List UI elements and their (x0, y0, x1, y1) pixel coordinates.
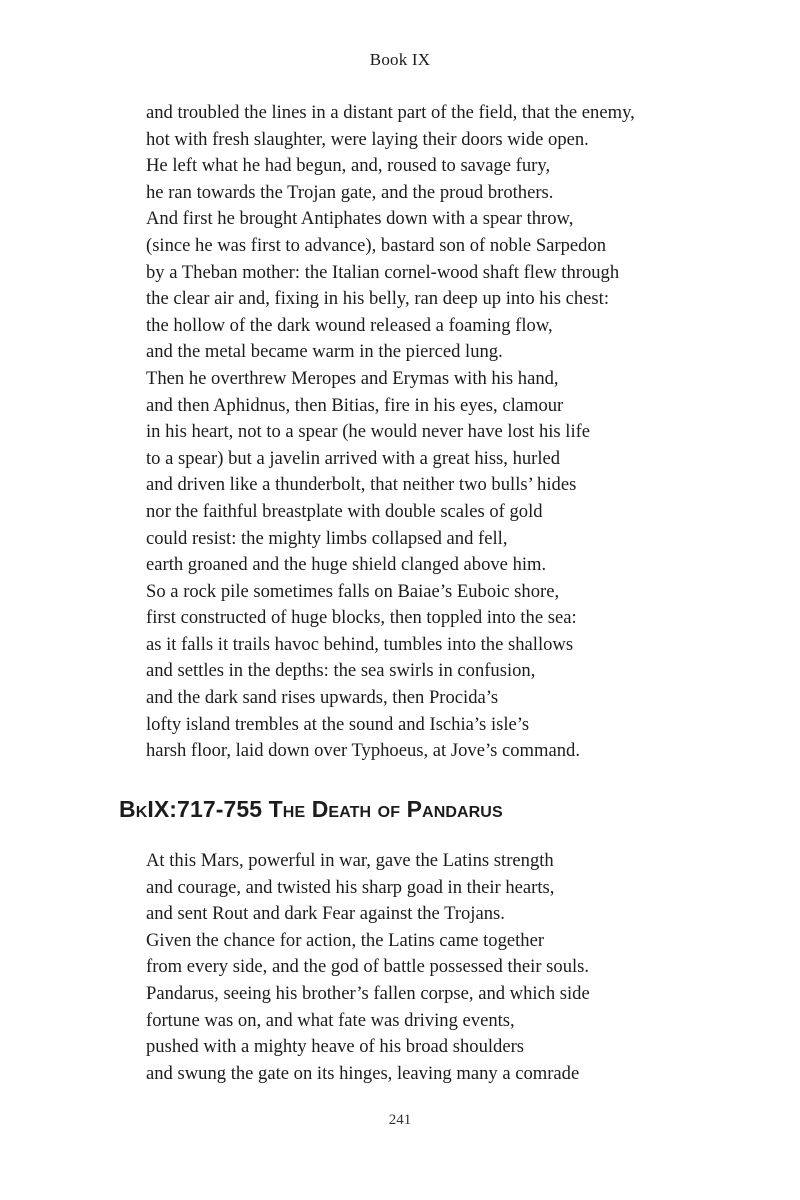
verse-line: and swung the gate on its hinges, leaving many a comrade (146, 1062, 580, 1084)
verse-line: earth groaned and the huge shield clanged above him. (146, 554, 547, 576)
verse-line: and the dark sand rises upwards, then Procida’s (146, 687, 499, 709)
verse-line: fortune was on, and what fate was driving events, (146, 1009, 515, 1031)
verse-line: And first he brought Antiphates down with a spear throw, (146, 208, 574, 230)
verse-line: and settles in the depths: the sea swirls in confusion, (146, 660, 536, 682)
verse-line: and sent Rout and dark Fear against the Trojans. (146, 903, 505, 925)
verse-line: the clear air and, fixing in his belly, ran deep up into his chest: (146, 288, 609, 310)
verse-line: the hollow of the dark wound released a foaming flow, (146, 314, 553, 336)
verse-line: harsh floor, laid down over Typhoeus, at Jove’s command. (146, 740, 580, 762)
verse-line: pushed with a mighty heave of his broad shoulders (146, 1036, 525, 1058)
verse-line: from every side, and the god of battle possessed their souls. (146, 956, 590, 978)
verse-line: nor the faithful breastplate with double scales of gold (146, 500, 543, 522)
verse-line: He left what he had begun, and, roused to savage fury, (146, 155, 551, 177)
verse-line: to a spear) but a javelin arrived with a great hiss, hurled (146, 447, 561, 469)
verse-passage-one (146, 100, 746, 765)
verse-line: lofty island trembles at the sound and Ischia’s isle’s (146, 713, 530, 735)
verse-line: hot with fresh slaughter, were laying their doors wide open. (146, 128, 589, 150)
verse-line: first constructed of huge blocks, then toppled into the sea: (146, 607, 577, 629)
verse-line: by a Theban mother: the Italian cornel-wood shaft flew through (146, 261, 620, 283)
page-number: 241 (388, 1112, 412, 1128)
verse-line: and then Aphidnus, then Bitias, fire in his eyes, clamour (146, 394, 564, 416)
verse-passage-two (146, 848, 746, 1087)
verse-line: So a rock pile sometimes falls on Baiae’s Euboic shore, (146, 580, 560, 602)
verse-line: he ran towards the Trojan gate, and the proud brothers. (146, 181, 554, 203)
verse-line: in his heart, not to a spear (he would never have lost his life (146, 421, 591, 443)
verse-line: as it falls it trails havoc behind, tumbles into the shallows (146, 633, 574, 655)
verse-line: At this Mars, powerful in war, gave the Latins strength (146, 850, 554, 871)
verse-line: and driven like a thunderbolt, that neither two bulls’ hides (146, 474, 577, 496)
verse-line: Pandarus, seeing his brother’s fallen corpse, and which side (146, 982, 590, 1004)
running-header: Book IX (369, 50, 431, 69)
verse-line: and troubled the lines in a distant part of the field, that the enemy, (146, 102, 635, 123)
section-heading: BkIX:717-755 The Death of Pandarus (119, 796, 503, 822)
verse-line: Given the chance for action, the Latins came together (146, 929, 545, 951)
verse-line: and the metal became warm in the pierced lung. (146, 341, 503, 363)
verse-line: Then he overthrew Meropes and Erymas with his hand, (146, 367, 559, 389)
verse-line: could resist: the mighty limbs collapsed and fell, (146, 527, 508, 549)
verse-line: and courage, and twisted his sharp goad in their hearts, (146, 876, 555, 898)
verse-line: (since he was first to advance), bastard son of noble Sarpedon (146, 234, 607, 256)
